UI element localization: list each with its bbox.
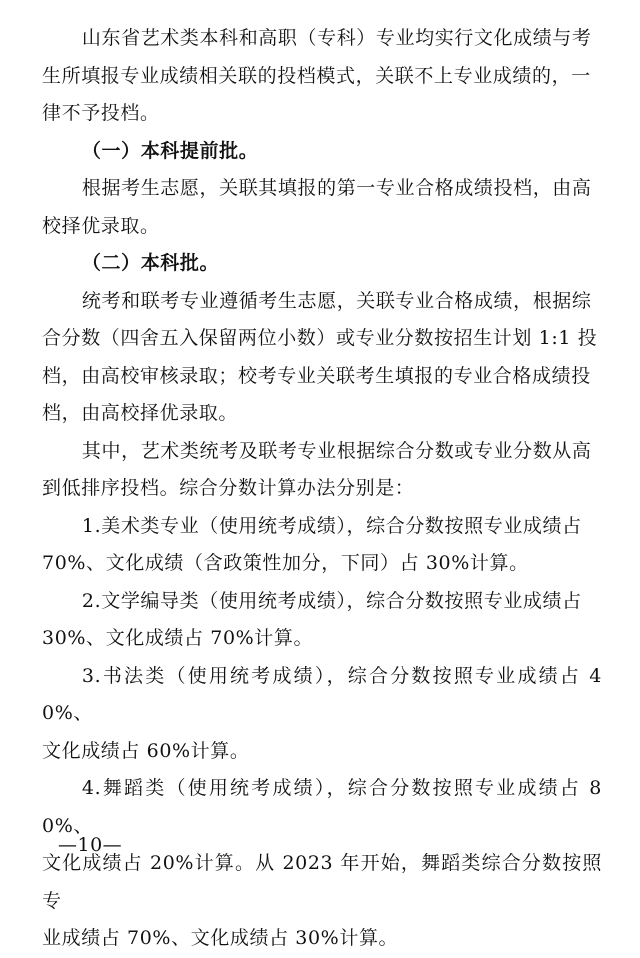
text-line: 2.文学编导类（使用统考成绩），综合分数按照专业成绩占 — [81, 589, 582, 612]
text-line: 文化成绩占 60%计算。 — [42, 739, 250, 762]
text-line: 统考和联考专业遵循考生志愿，关联专业合格成绩，根据综 — [81, 289, 592, 312]
text-line: 到低排序投档。综合分数计算办法分别是： — [42, 477, 415, 499]
list-item-calligraphy — [42, 658, 602, 771]
text-line: 档，由高校审核录取；校考专业关联考生填报的专业合格成绩投 — [42, 364, 591, 387]
text-line: 4.舞蹈类（使用统考成绩），综合分数按照专业成绩占 80%、 — [42, 777, 602, 837]
list-item-dance — [42, 770, 602, 958]
text-line: 70%、文化成绩（含政策性加分，下同）占 30%计算。 — [42, 552, 529, 574]
paragraph-art-admission-intro — [42, 20, 602, 133]
paragraph-regular-batch-rule — [42, 283, 602, 433]
text-line: 合分数（四舍五入保留两位小数）或专业分数按招生计划 1:1 投 — [42, 327, 598, 349]
paragraph-early-batch-rule — [42, 170, 602, 245]
page-number: —10— — [58, 834, 123, 856]
text-line: 校择优录取。 — [42, 214, 160, 237]
text-line: （二）本科批。 — [81, 252, 220, 274]
text-line: 30%、文化成绩占 70%计算。 — [42, 627, 314, 649]
text-line: 山东省艺术类本科和高职（专科）专业均实行文化成绩与考 — [81, 27, 592, 49]
text-line: 其中，艺术类统考及联考专业根据综合分数或专业分数从高 — [81, 439, 592, 462]
text-line: 3.书法类（使用统考成绩），综合分数按照专业成绩占 40%、 — [42, 664, 602, 724]
text-line: 根据考生志愿，关联其填报的第一专业合格成绩投档，由高 — [81, 177, 592, 199]
text-line: （一）本科提前批。 — [81, 139, 259, 162]
list-item-fine-arts — [42, 508, 602, 583]
list-item-literary-directing — [42, 583, 602, 658]
text-line: 文化成绩占 20%计算。从 2023 年开始，舞蹈类综合分数按照专 — [42, 852, 602, 912]
paragraph-score-ranking — [42, 433, 602, 508]
section-heading-regular-batch — [42, 245, 602, 283]
section-heading-early-batch — [42, 133, 602, 171]
document-body — [42, 20, 602, 958]
text-line: 律不予投档。 — [42, 102, 160, 124]
text-line: 档，由高校择优录取。 — [42, 402, 239, 424]
text-line: 1.美术类专业（使用统考成绩），综合分数按照专业成绩占 — [81, 514, 582, 537]
text-line: 业成绩占 70%、文化成绩占 30%计算。 — [42, 927, 399, 949]
text-line: 生所填报专业成绩相关联的投档模式，关联不上专业成绩的，一 — [42, 64, 591, 87]
